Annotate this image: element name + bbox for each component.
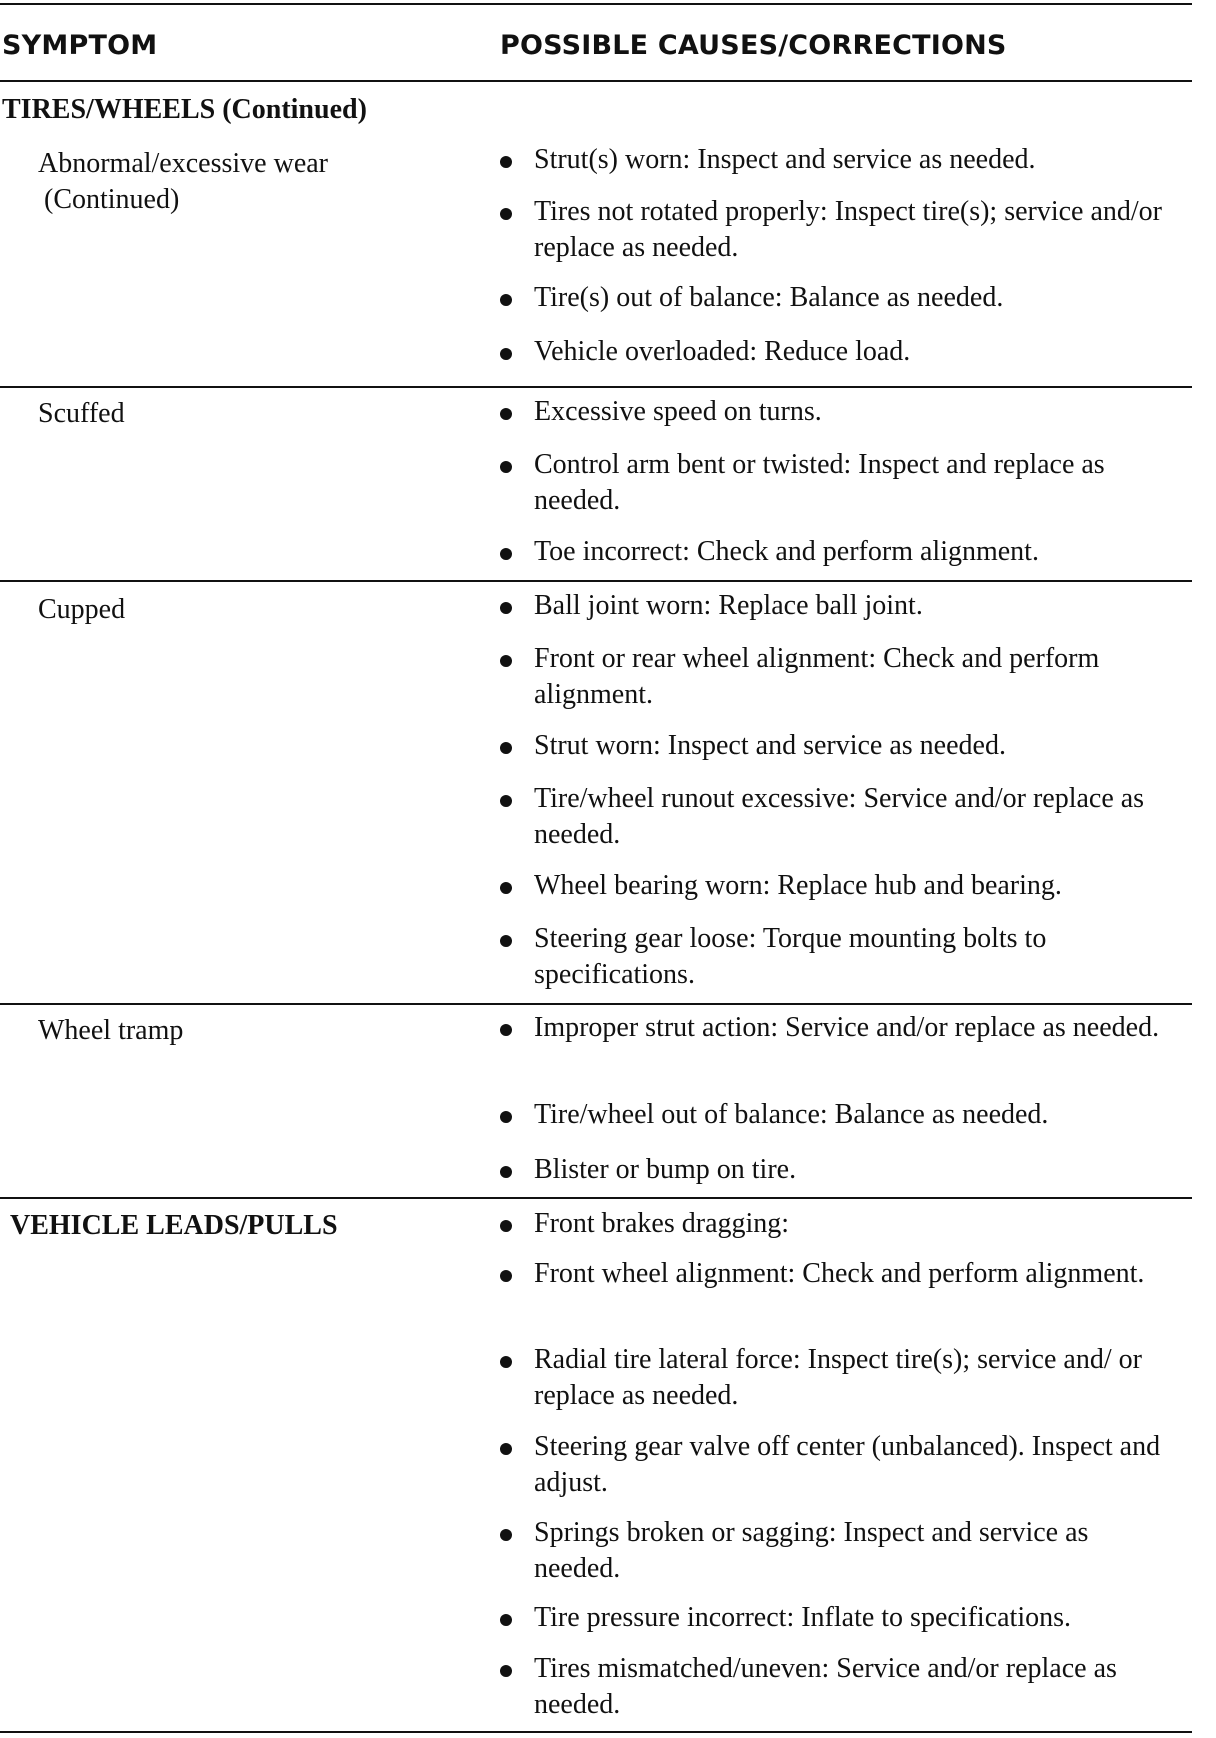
list-item: Tire/wheel out of balance: Balance as needed. [500, 1097, 1170, 1133]
list-item: Steering gear loose: Torque mounting bolts to specifications. [500, 921, 1170, 993]
row-divider [0, 1197, 1192, 1199]
row-divider [0, 580, 1192, 582]
bullet-icon [500, 1220, 512, 1232]
bullet-icon [500, 935, 512, 947]
list-item: Steering gear valve off center (unbalanced). Inspect and adjust. [500, 1429, 1170, 1501]
list-item: Radial tire lateral force: Inspect tire(s); service and/ or replace as needed. [500, 1342, 1170, 1414]
bullet-icon [500, 655, 512, 667]
list-item: Springs broken or sagging: Inspect and service as needed. [500, 1515, 1170, 1587]
bullet-icon [500, 742, 512, 754]
bullet-icon [500, 1443, 512, 1455]
list-item: Tires not rotated properly: Inspect tire(s); service and/or replace as needed. [500, 194, 1170, 266]
list-item: Ball joint worn: Replace ball joint. [500, 588, 1170, 624]
bullet-icon [500, 1166, 512, 1178]
bullet-icon [500, 1529, 512, 1541]
symptom-column-header: SYMPTOM [2, 30, 158, 61]
list-item: Tires mismatched/uneven: Service and/or replace as needed. [500, 1651, 1170, 1723]
list-item: Tire pressure incorrect: Inflate to specifications. [500, 1600, 1170, 1636]
bullet-icon [500, 1356, 512, 1368]
causes-column-header: POSSIBLE CAUSES/CORRECTIONS [500, 30, 1007, 61]
list-item: Front or rear wheel alignment: Check and perform alignment. [500, 641, 1170, 713]
bullet-icon [500, 882, 512, 894]
list-item: Control arm bent or twisted: Inspect and replace as needed. [500, 447, 1170, 519]
list-item: Tire/wheel runout excessive: Service and/or replace as needed. [500, 781, 1170, 853]
list-item: Tire(s) out of balance: Balance as needed. [500, 280, 1170, 316]
bullet-icon [500, 548, 512, 560]
list-item: Front wheel alignment: Check and perform alignment. [500, 1256, 1170, 1292]
bullet-icon [500, 1111, 512, 1123]
bullet-icon [500, 348, 512, 360]
section-title-tires-wheels: TIRES/WHEELS (Continued) [2, 94, 367, 125]
symptom-abnormal-wear [38, 146, 478, 218]
bullet-icon [500, 1614, 512, 1626]
symptom-label-continued: (Continued) [44, 184, 180, 215]
top-rule [0, 3, 1192, 5]
list-item: Wheel bearing worn: Replace hub and bearing. [500, 868, 1170, 904]
bullet-icon [500, 1270, 512, 1282]
bullet-icon [500, 795, 512, 807]
list-item: Blister or bump on tire. [500, 1152, 1170, 1188]
bullet-icon [500, 294, 512, 306]
symptom-scuffed: Scuffed [38, 398, 125, 429]
bottom-rule [0, 1731, 1192, 1733]
list-item: Front brakes dragging: [500, 1206, 1170, 1242]
list-item: Strut(s) worn: Inspect and service as needed. [500, 142, 1170, 178]
list-item: Improper strut action: Service and/or replace as needed. [500, 1010, 1170, 1046]
row-divider [0, 386, 1192, 388]
bullet-icon [500, 208, 512, 220]
symptom-label: Abnormal/excessive wear [38, 148, 328, 179]
list-item: Toe incorrect: Check and perform alignment. [500, 534, 1170, 570]
row-divider [0, 1003, 1192, 1005]
list-item: Vehicle overloaded: Reduce load. [500, 334, 1170, 370]
list-item: Strut worn: Inspect and service as needed. [500, 728, 1170, 764]
section-title-vehicle-leads-pulls: VEHICLE LEADS/PULLS [10, 1210, 338, 1241]
symptom-cupped: Cupped [38, 594, 126, 625]
header-rule [0, 80, 1192, 82]
list-item: Excessive speed on turns. [500, 394, 1170, 430]
bullet-icon [500, 461, 512, 473]
bullet-icon [500, 156, 512, 168]
bullet-icon [500, 1024, 512, 1036]
bullet-icon [500, 1665, 512, 1677]
bullet-icon [500, 408, 512, 420]
symptom-wheel-tramp: Wheel tramp [38, 1015, 184, 1046]
bullet-icon [500, 602, 512, 614]
